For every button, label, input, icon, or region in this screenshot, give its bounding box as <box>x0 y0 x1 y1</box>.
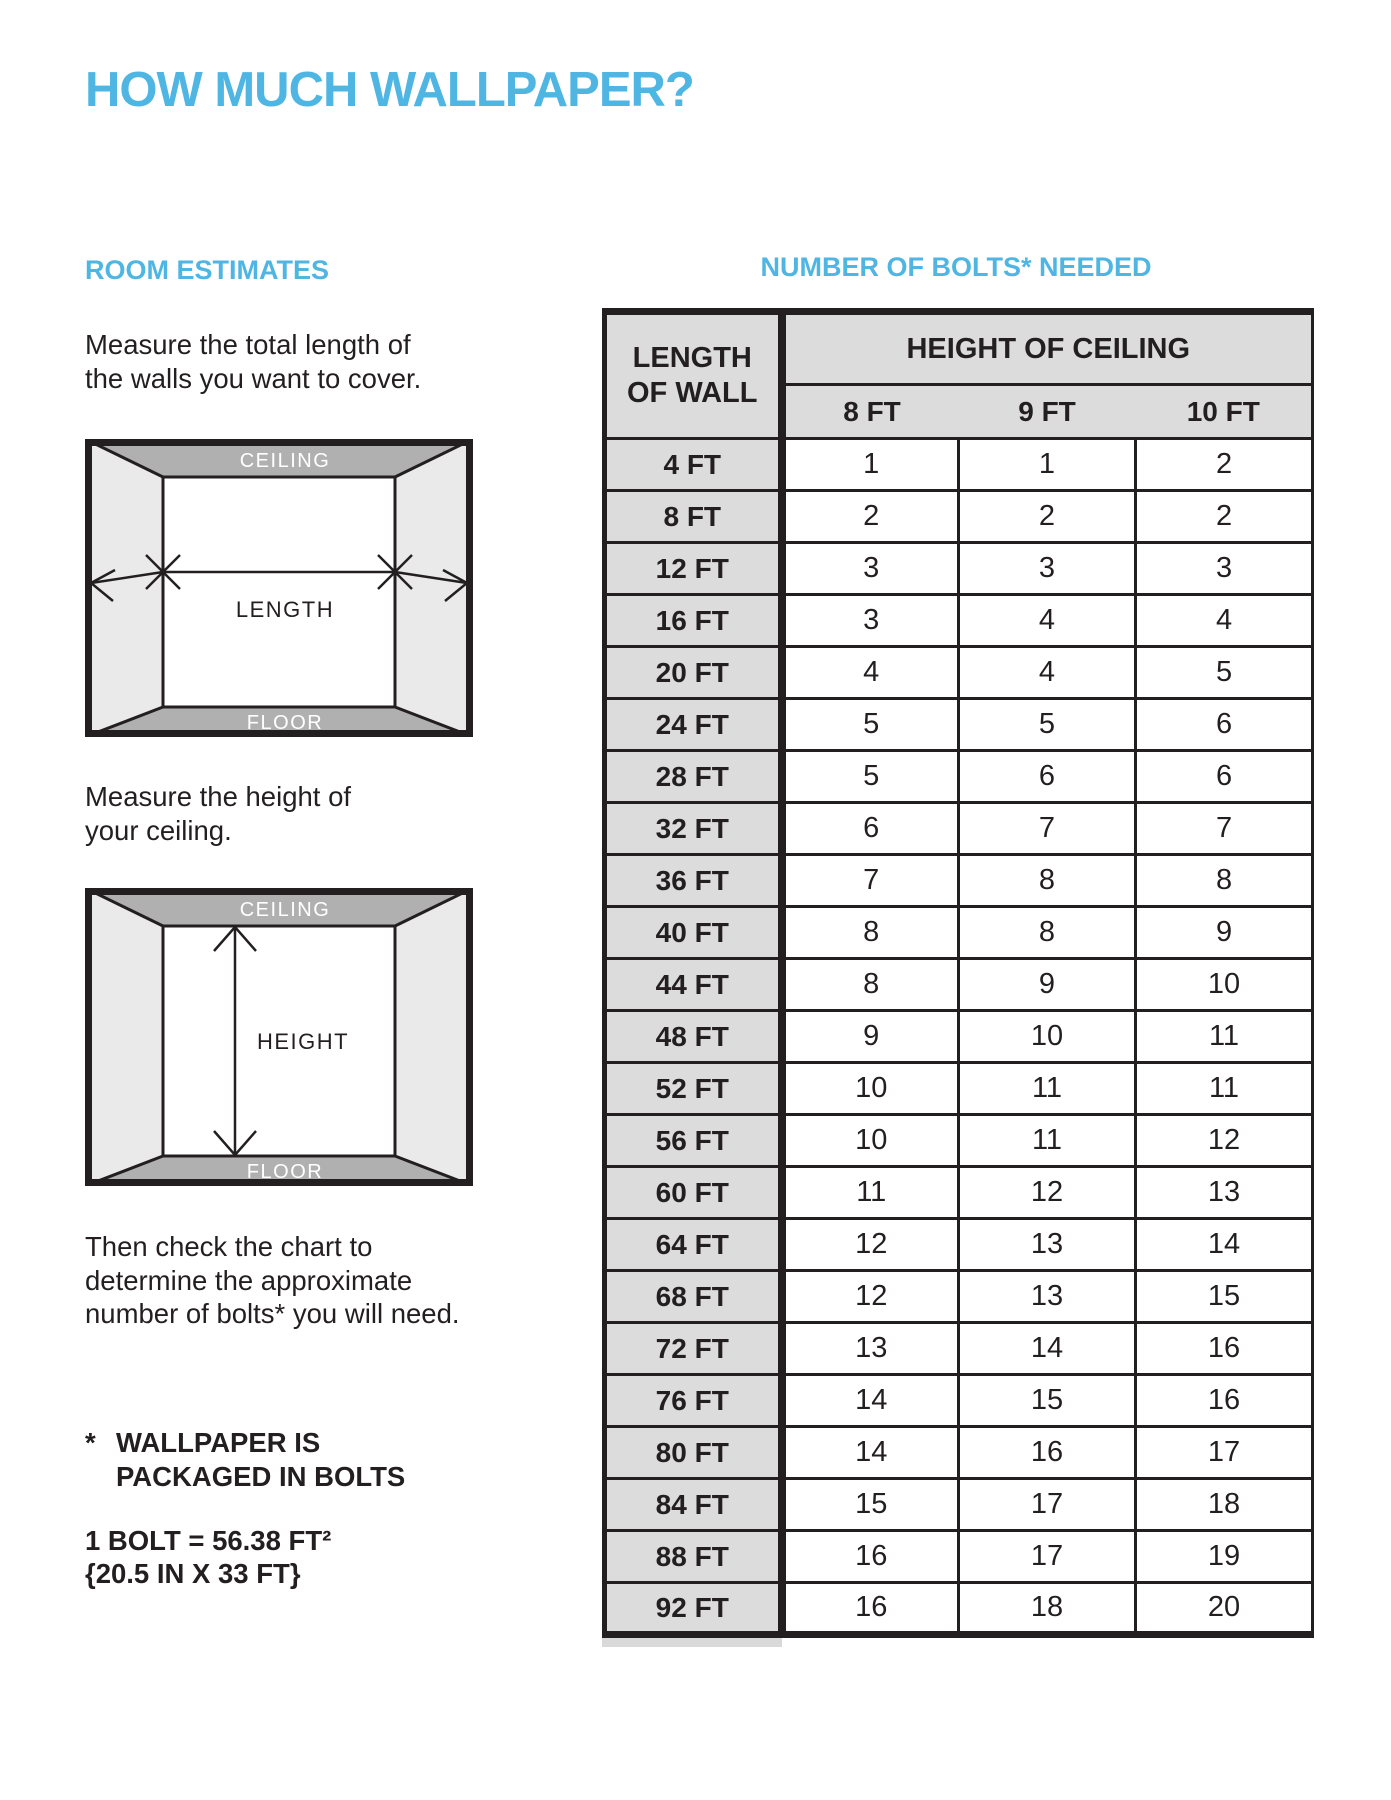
floor-label: FLOOR <box>246 1161 324 1183</box>
wall-length-cell: 68 FT <box>605 1271 782 1323</box>
bolt-count-cell: 15 <box>959 1375 1136 1427</box>
bolt-count-cell: 8 <box>959 907 1136 959</box>
wall-length-cell: 48 FT <box>605 1011 782 1063</box>
bolts-table-body <box>605 439 1313 1635</box>
bolt-size-note <box>85 1524 331 1590</box>
bolt-count-cell: 16 <box>959 1427 1136 1479</box>
bolt-count-cell: 4 <box>959 647 1136 699</box>
bolt-count-cell: 7 <box>1136 803 1313 855</box>
table-row <box>605 1323 1313 1375</box>
group-header-height-of-ceiling: HEIGHT OF CEILING <box>782 312 1313 385</box>
bolt-count-cell: 3 <box>1136 543 1313 595</box>
right-wall <box>395 888 473 1186</box>
bolt-count-cell: 16 <box>1136 1375 1313 1427</box>
bolt-count-cell: 7 <box>782 855 959 907</box>
bolt-count-cell: 17 <box>1136 1427 1313 1479</box>
wallpaper-bolts-footnote <box>85 1426 405 1493</box>
bolt-count-cell: 10 <box>782 1115 959 1167</box>
col-header-10ft: 10 FT <box>1136 385 1313 439</box>
col-header-8ft: 8 FT <box>782 385 959 439</box>
room-height-svg <box>85 888 473 1186</box>
wall-length-cell: 36 FT <box>605 855 782 907</box>
length-label: LENGTH <box>235 597 335 622</box>
table-row <box>605 1219 1313 1271</box>
text-line: 1 BOLT = 56.38 FT² <box>85 1525 332 1556</box>
bolt-count-cell: 7 <box>959 803 1136 855</box>
table-row <box>605 1167 1313 1219</box>
wall-length-cell: 12 FT <box>605 543 782 595</box>
paragraph-check-chart <box>85 1230 460 1331</box>
wall-length-cell: 80 FT <box>605 1427 782 1479</box>
bolt-count-cell: 11 <box>1136 1011 1313 1063</box>
page-title: HOW MUCH WALLPAPER? <box>85 63 694 117</box>
bolt-count-cell: 6 <box>782 803 959 855</box>
text-line: OF WALL <box>627 377 758 409</box>
bolt-count-cell: 15 <box>782 1479 959 1531</box>
wall-length-cell: 32 FT <box>605 803 782 855</box>
bolt-count-cell: 6 <box>959 751 1136 803</box>
bolt-count-cell: 16 <box>782 1583 959 1635</box>
text-line: number of bolts* you will need. <box>85 1298 460 1329</box>
table-row <box>605 1583 1313 1635</box>
text-line: Measure the total length of <box>85 329 411 360</box>
bolt-count-cell: 4 <box>782 647 959 699</box>
table-row <box>605 1427 1313 1479</box>
wall-length-cell: 28 FT <box>605 751 782 803</box>
bolt-count-cell: 11 <box>782 1167 959 1219</box>
wall-length-cell: 24 FT <box>605 699 782 751</box>
wall-length-cell: 4 FT <box>605 439 782 491</box>
bolt-count-cell: 13 <box>1136 1167 1313 1219</box>
bolt-count-cell: 12 <box>782 1219 959 1271</box>
ceiling-label: CEILING <box>239 450 331 472</box>
table-row <box>605 803 1313 855</box>
bolt-count-cell: 3 <box>782 595 959 647</box>
wall-length-cell: 44 FT <box>605 959 782 1011</box>
bolt-count-cell: 2 <box>959 491 1136 543</box>
section-heading-room-estimates: ROOM ESTIMATES <box>85 255 330 285</box>
wall-length-cell: 64 FT <box>605 1219 782 1271</box>
bolt-count-cell: 14 <box>959 1323 1136 1375</box>
text-line: determine the approximate <box>85 1264 413 1296</box>
bolt-count-cell: 12 <box>1136 1115 1313 1167</box>
bolt-count-cell: 4 <box>959 595 1136 647</box>
corner-header-length-of-wall <box>605 312 782 439</box>
table-row <box>605 1011 1313 1063</box>
bolt-count-cell: 3 <box>782 543 959 595</box>
bolt-count-cell: 18 <box>959 1583 1136 1635</box>
bolt-count-cell: 5 <box>1136 647 1313 699</box>
bolts-table <box>602 308 1314 1638</box>
bolt-count-cell: 16 <box>1136 1323 1313 1375</box>
bolt-count-cell: 17 <box>959 1479 1136 1531</box>
table-row <box>605 595 1313 647</box>
wall-length-cell: 52 FT <box>605 1063 782 1115</box>
table-row <box>605 1271 1313 1323</box>
room-height-diagram <box>85 888 473 1186</box>
bolt-count-cell: 10 <box>1136 959 1313 1011</box>
bolts-table-section <box>602 252 1310 1647</box>
bolt-count-cell: 4 <box>1136 595 1313 647</box>
ceiling-label: CEILING <box>239 899 331 921</box>
text-line: {20.5 IN X 33 FT} <box>85 1558 301 1589</box>
text-line: WALLPAPER IS <box>116 1427 321 1458</box>
wall-length-cell: 56 FT <box>605 1115 782 1167</box>
table-row <box>605 1115 1313 1167</box>
floor-label: FLOOR <box>246 712 324 734</box>
bolt-count-cell: 5 <box>782 699 959 751</box>
wall-length-cell: 92 FT <box>605 1583 782 1635</box>
wall-length-cell: 76 FT <box>605 1375 782 1427</box>
table-row <box>605 543 1313 595</box>
asterisk-marker: * <box>85 1427 96 1458</box>
bolt-count-cell: 9 <box>959 959 1136 1011</box>
wall-length-cell: 20 FT <box>605 647 782 699</box>
room-length-svg <box>85 439 473 737</box>
table-row <box>605 855 1313 907</box>
table-title-number-of-bolts: NUMBER OF BOLTS* NEEDED <box>760 252 1152 282</box>
bolt-count-cell: 14 <box>782 1375 959 1427</box>
bolt-count-cell: 8 <box>782 907 959 959</box>
text-line: Measure the height of <box>85 781 352 812</box>
table-row <box>605 699 1313 751</box>
bolt-count-cell: 9 <box>1136 907 1313 959</box>
wall-length-cell: 72 FT <box>605 1323 782 1375</box>
bolt-count-cell: 19 <box>1136 1531 1313 1583</box>
paragraph-measure-length <box>85 328 421 395</box>
paragraph-measure-height <box>85 780 351 847</box>
height-label: HEIGHT <box>257 1029 350 1054</box>
bolt-count-cell: 6 <box>1136 699 1313 751</box>
wall-length-cell: 84 FT <box>605 1479 782 1531</box>
text-line: Then check the chart to <box>85 1231 373 1262</box>
bolt-count-cell: 14 <box>782 1427 959 1479</box>
table-shadow-strip <box>602 1638 782 1647</box>
bolt-count-cell: 18 <box>1136 1479 1313 1531</box>
table-row <box>605 1479 1313 1531</box>
left-wall <box>85 888 163 1186</box>
bolt-count-cell: 13 <box>959 1219 1136 1271</box>
table-row <box>605 1531 1313 1583</box>
text-line: PACKAGED IN BOLTS <box>116 1460 406 1492</box>
wall-length-cell: 8 FT <box>605 491 782 543</box>
bolt-count-cell: 13 <box>959 1271 1136 1323</box>
bolt-count-cell: 3 <box>959 543 1136 595</box>
wall-length-cell: 16 FT <box>605 595 782 647</box>
text-line: LENGTH <box>632 342 752 374</box>
bolt-count-cell: 17 <box>959 1531 1136 1583</box>
table-row <box>605 751 1313 803</box>
bolt-count-cell: 2 <box>782 491 959 543</box>
wall-length-cell: 88 FT <box>605 1531 782 1583</box>
table-row <box>605 1063 1313 1115</box>
back-wall <box>163 477 395 707</box>
bolt-count-cell: 1 <box>782 439 959 491</box>
table-row <box>605 907 1313 959</box>
bolt-count-cell: 11 <box>1136 1063 1313 1115</box>
bolt-count-cell: 5 <box>959 699 1136 751</box>
table-row <box>605 491 1313 543</box>
text-line: the walls you want to cover. <box>85 362 422 394</box>
bolt-count-cell: 12 <box>959 1167 1136 1219</box>
col-header-9ft: 9 FT <box>959 385 1136 439</box>
bolt-count-cell: 20 <box>1136 1583 1313 1635</box>
bolt-count-cell: 1 <box>959 439 1136 491</box>
table-row <box>605 439 1313 491</box>
bolt-count-cell: 8 <box>959 855 1136 907</box>
bolt-count-cell: 14 <box>1136 1219 1313 1271</box>
bolt-count-cell: 5 <box>782 751 959 803</box>
bolt-count-cell: 2 <box>1136 491 1313 543</box>
bolt-count-cell: 2 <box>1136 439 1313 491</box>
table-row <box>605 1375 1313 1427</box>
bolt-count-cell: 11 <box>959 1115 1136 1167</box>
bolt-count-cell: 9 <box>782 1011 959 1063</box>
bolt-count-cell: 8 <box>1136 855 1313 907</box>
table-row <box>605 959 1313 1011</box>
bolt-count-cell: 10 <box>959 1011 1136 1063</box>
wall-length-cell: 40 FT <box>605 907 782 959</box>
room-length-diagram <box>85 439 473 737</box>
bolt-count-cell: 15 <box>1136 1271 1313 1323</box>
bolt-count-cell: 10 <box>782 1063 959 1115</box>
bolt-count-cell: 13 <box>782 1323 959 1375</box>
text-line: your ceiling. <box>85 814 232 846</box>
wall-length-cell: 60 FT <box>605 1167 782 1219</box>
bolt-count-cell: 16 <box>782 1531 959 1583</box>
bolt-count-cell: 11 <box>959 1063 1136 1115</box>
bolt-count-cell: 8 <box>782 959 959 1011</box>
bolt-count-cell: 6 <box>1136 751 1313 803</box>
table-row <box>605 647 1313 699</box>
bolt-count-cell: 12 <box>782 1271 959 1323</box>
